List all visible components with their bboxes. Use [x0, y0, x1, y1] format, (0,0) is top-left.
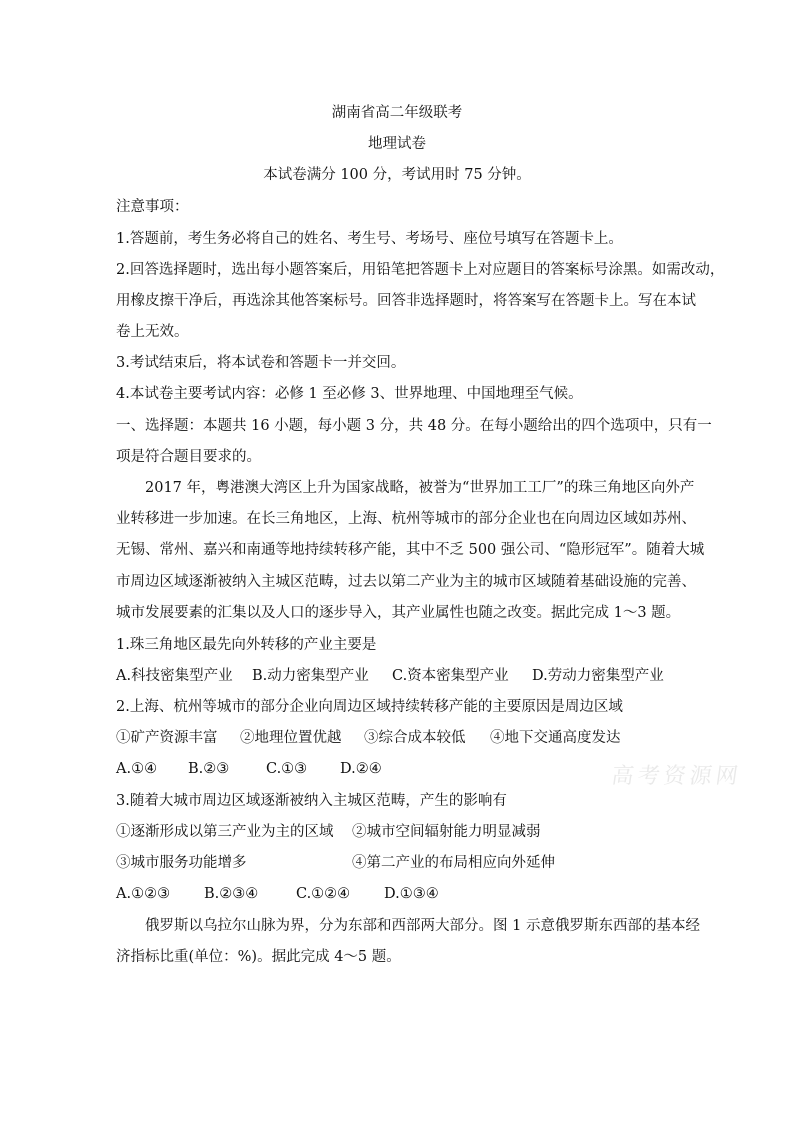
q1-option-d[interactable]: D.劳动力密集型产业: [532, 668, 664, 684]
passage1-line3: 无锡、常州、嘉兴和南通等地持续转移产能，其中不乏 500 强公司、“隐形冠军”。随着大城: [116, 542, 705, 558]
q2-items: [116, 728, 682, 748]
q3-item-1: ①逐渐形成以第三产业为主的区域: [116, 824, 334, 840]
exam-info: 本试卷满分 100 分，考试用时 75 分钟。: [263, 167, 531, 183]
q3-option-b[interactable]: B.②③④: [204, 886, 259, 902]
passage1-line5: 城市发展要素的汇集以及人口的逐步导入，其产业属性也随之改变。据此完成 1～3 题。: [116, 605, 681, 621]
passage1-line1: 2017 年，粤港澳大湾区上升为国家战略，被誉为“世界加工工厂”的珠三角地区向外产: [145, 480, 695, 496]
q3-options: [116, 884, 682, 904]
watermark: 高考资源网: [609, 764, 744, 789]
q3-stem: 3.随着大城市周边区域逐渐被纳入主城区范畴，产生的影响有: [116, 793, 507, 809]
section-heading-a: 一、选择题：本题共 16 小题，每小题 3 分，共 48 分。在每小题给出的四个选项中，只有一: [116, 418, 712, 434]
note-2c: 卷上无效。: [116, 324, 189, 340]
q2-option-a[interactable]: A.①④: [116, 761, 158, 777]
q1-options: [116, 666, 682, 686]
q1-option-b[interactable]: B.动力密集型产业: [252, 668, 369, 684]
q3-option-d[interactable]: D.①③④: [384, 886, 439, 902]
q3-option-a[interactable]: A.①②③: [116, 886, 171, 902]
q2-item-2: ②地理位置优越: [240, 730, 342, 746]
section-heading-b: 项是符合题目要求的。: [116, 449, 261, 465]
note-3: 3.考试结束后，将本试卷和答题卡一并交回。: [116, 355, 406, 371]
q3-option-c[interactable]: C.①②④: [296, 886, 351, 902]
q2-item-1: ①矿产资源丰富: [116, 730, 218, 746]
q3-item-2: ②城市空间辐射能力明显减弱: [352, 824, 541, 840]
q2-option-c[interactable]: C.①③: [266, 761, 308, 777]
exam-subject: 地理试卷: [368, 136, 426, 152]
q2-stem: 2.上海、杭州等城市的部分企业向周边区域持续转移产能的主要原因是周边区域: [116, 699, 623, 715]
note-4: 4.本试卷主要考试内容：必修 1 至必修 3、世界地理、中国地理至气候。: [116, 386, 583, 402]
q1-stem: 1.珠三角地区最先向外转移的产业主要是: [116, 637, 377, 653]
q3-item-4: ④第二产业的布局相应向外延伸: [352, 855, 555, 871]
exam-title: 湖南省高二年级联考: [331, 105, 463, 121]
q1-option-a[interactable]: A.科技密集型产业: [116, 668, 233, 684]
note-2b: 用橡皮擦干净后，再选涂其他答案标号。回答非选择题时，将答案写在答题卡上。写在本试: [116, 293, 696, 309]
notes-heading: 注意事项：: [116, 199, 189, 215]
passage2-line1: 俄罗斯以乌拉尔山脉为界，分为东部和西部两大部分。图 1 示意俄罗斯东西部的基本经: [145, 918, 700, 934]
passage1-line4: 市周边区域逐渐被纳入主城区范畴，过去以第二产业为主的城市区域随着基础设施的完善、: [116, 574, 696, 590]
q1-option-c[interactable]: C.资本密集型产业: [392, 668, 509, 684]
q2-item-4: ④地下交通高度发达: [490, 730, 621, 746]
q2-option-d[interactable]: D.②④: [340, 761, 382, 777]
q3-item-3: ③城市服务功能增多: [116, 855, 247, 871]
q2-options: [116, 759, 682, 779]
note-1: 1.答题前，考生务必将自己的姓名、考生号、考场号、座位号填写在答题卡上。: [116, 231, 623, 247]
q2-item-3: ③综合成本较低: [364, 730, 466, 746]
passage1-line2: 业转移进一步加速。在长三角地区，上海、杭州等城市的部分企业也在向周边区域如苏州、: [116, 511, 696, 527]
q3-items-row2: [116, 853, 682, 873]
q2-option-b[interactable]: B.②③: [188, 761, 230, 777]
passage2-line2: 济指标比重(单位：%)。据此完成 4～5 题。: [116, 949, 401, 965]
q3-items-row1: [116, 822, 682, 842]
note-2a: 2.回答选择题时，选出每小题答案后，用铅笔把答题卡上对应题目的答案标号涂黑。如需改动，: [116, 262, 725, 278]
